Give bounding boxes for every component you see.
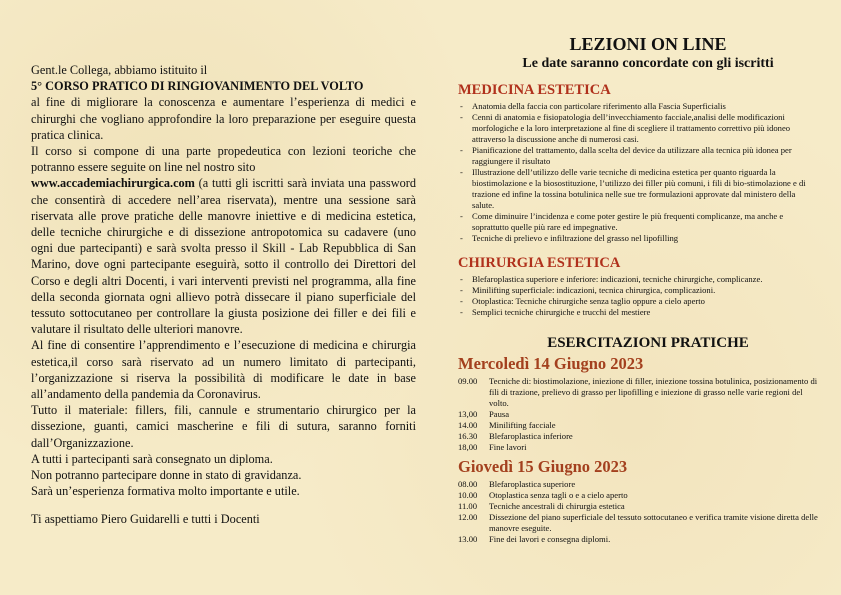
course-letter: [31, 62, 416, 528]
letter-course-intro: Il corso si compone di una parte propedeutica con lezioni teoriche che potranno essere seguite on line nel nostro sito: [31, 144, 416, 175]
list-item: - Pianificazione del trattamento, dalla scelta del device da utilizzare alla tecnica più idonea per raggiungere il risultato: [460, 145, 792, 166]
schedule-row: 13,00 Pausa: [458, 409, 510, 419]
letter-paragraph-aim: al fine di migliorare la conoscenza e aumentare l’esperienza di medici e chirurghi che vogliano approfondire la loro preparazione per eseguire questa pratica clinica.: [31, 95, 416, 142]
chirurgia-heading: CHIRURGIA ESTETICA: [458, 255, 621, 271]
schedule-row: 16.30 Blefaroplastica inferiore: [458, 431, 573, 441]
schedule-row: 09.00 Tecniche di: biostimolazione, iniezione di filler, iniezione tossina botulinica, posizionamento di fili di trazione, prelievo di grasso per lipofilling e iniezione di grasso nelle varie regioni del volto.: [458, 376, 818, 408]
day2-schedule: [458, 479, 818, 545]
list-item: - Come diminuire l’incidenza e come poter gestire le più frequenti complicanze, ma anche e soprattutto quelle più rare ed impegnative.: [460, 211, 784, 232]
list-item: - Otoplastica: Tecniche chirurgiche senza taglio oppure a cielo aperto: [460, 296, 705, 306]
schedule-row: 13.00 Fine dei lavori e consegna diplomi.: [458, 534, 611, 544]
greeting: Gent.le Collega, abbiamo istituito il: [31, 63, 208, 77]
list-item: - Blefaroplastica superiore e inferiore: indicazioni, tecniche chirurgiche, complicanze.: [460, 274, 763, 284]
day1-heading: Mercoledì 14 Giugno 2023: [458, 354, 644, 373]
day1-schedule: [458, 376, 818, 453]
schedule-row: 10.00 Otoplastica senza tagli o e a cielo aperto: [458, 490, 628, 500]
schedule-row: 08.00 Blefaroplastica superiore: [458, 479, 576, 489]
letter-course-details: (a tutti gli iscritti sarà inviata una password che consentirà di accedere nell’area riservata), mentre una sessione sarà riservata alle prove pratiche delle manovre iniettive e di medicina estetica, delle tecniche chirurgiche e di dissezione antropotomica su cadavere (uno ogni due partecipanti) e sarà svolta presso il Skill - Lab Repubblica di San Marino, dove ogni partecipante eseguirà, sotto il controllo dei Direttori del Corso e degli altri Docenti, i vari interventi previsti nel programma, alla fine della seconda giornata ogni allievo potrà dissecare il piano superficiale del tessuto sottocutaneo per controllare la giusta posizione dei filler e dei fili e valutare il risultato delle ulteriori manovre.: [31, 176, 416, 337]
program-column: [458, 33, 818, 545]
chirurgia-list: [458, 274, 818, 318]
letter-signature: Ti aspettiamo Piero Guidarelli e tutti i Docenti: [31, 512, 260, 527]
day2-heading: Giovedì 15 Giugno 2023: [458, 457, 628, 476]
website-link[interactable]: www.accademiachirurgica.com: [31, 176, 195, 191]
list-item: - Anatomia della faccia con particolare riferimento alla Fascia Superficialis: [460, 101, 726, 111]
list-item: - Minilifting superficiale: indicazioni, tecnica chirurgica, complicazioni.: [460, 285, 716, 295]
list-item: - Tecniche di prelievo e infiltrazione del grasso nel lipofilling: [460, 233, 679, 243]
medicina-list: [458, 101, 818, 244]
letter-diploma: A tutti i partecipanti sarà consegnato un diploma.: [31, 451, 273, 466]
letter-paragraph-course: [31, 143, 416, 337]
list-item: - Illustrazione dell’utilizzo delle varie tecniche di medicina estetica per quanto riguarda la biostimolazione e la biosostituzione, l’utilizzo dei filler più comuni, i fili di bio-stimolazione e di trazione ed infine la tossina botulinica nelle sue tre formulazioni approvate dal ministero della salute.: [460, 167, 806, 210]
letter-pregnancy-note: Non potranno partecipare donne in stato di gravidanza.: [31, 468, 302, 483]
page-title: LEZIONI ON LINE: [569, 34, 727, 54]
list-item: - Semplici tecniche chirurgiche e trucchi del mestiere: [460, 307, 651, 317]
letter-paragraph-materials: Tutto il materiale: fillers, fili, cannule e strumentario chirurgico per la dissezione, guanti, camici mascherine e fili di sutura, saranno forniti dall’Organizzazione.: [31, 403, 416, 450]
schedule-row: 14.00 Minilifting facciale: [458, 420, 556, 430]
letter-paragraph-limits: Al fine di consentire l’apprendimento e l’esecuzione di medicina e chirurgia estetica,il corso sarà riservato ad un numero limitato di partecipanti, l’organizzazione si riserva la possibilità di modificare le date in base all’andamento della pandemia da Coronavirus.: [31, 338, 416, 402]
schedule-row: 18,00 Fine lavori: [458, 442, 527, 452]
medicina-heading: MEDICINA ESTETICA: [458, 82, 611, 98]
course-title: 5° CORSO PRATICO DI RINGIOVANIMENTO DEL VOLTO: [31, 79, 364, 94]
schedule-row: 11.00 Tecniche ancestrali di chirurgia estetica: [458, 501, 625, 511]
page-subtitle: Le date saranno concordate con gli iscritti: [522, 56, 774, 71]
esercitazioni-heading: ESERCITAZIONI PRATICHE: [547, 335, 749, 351]
schedule-row: 12.00 Dissezione del piano superficiale del tessuto sottocutaneo e verifica tramite visione diretta delle manovre eseguite.: [458, 512, 818, 533]
list-item: - Cenni di anatomia e fisiopatologia dell’invecchiamento facciale,analisi delle modificazioni morfologiche e la loro interpretazione al fine di scegliere il trattamento correttivo più idoneo attraverso la discussione anche di numerosi casi.: [460, 112, 791, 144]
letter-experience: Sarà un’esperienza formativa molto importante e utile.: [31, 484, 300, 499]
